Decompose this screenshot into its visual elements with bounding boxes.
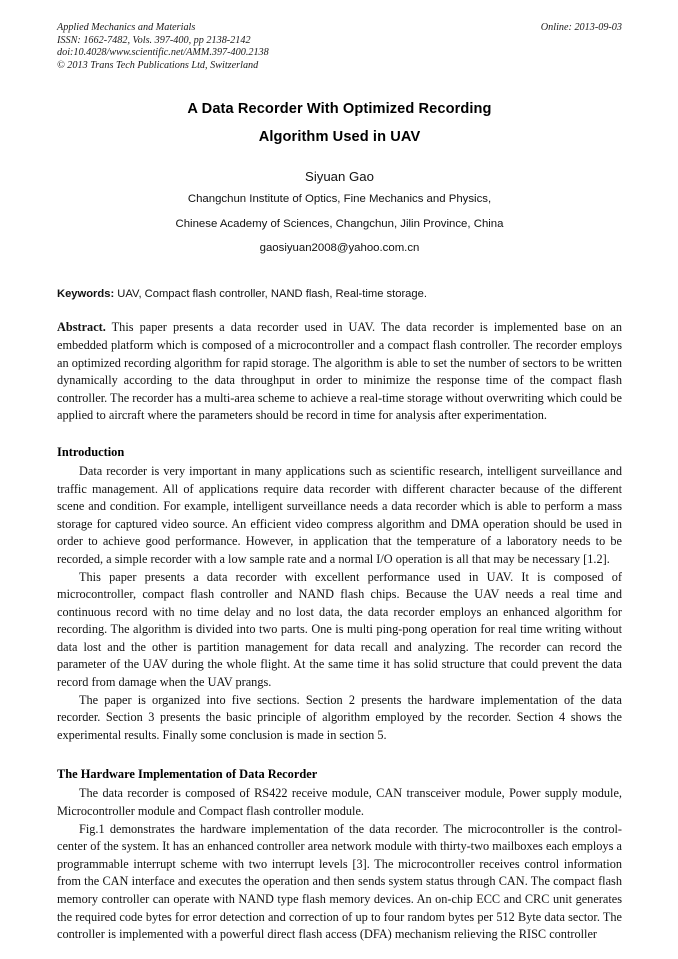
intro-paragraph-2: This paper presents a data recorder with excellent performance used in UAV. It is composed of microcontroller, compact flash controller and NAND flash chips. Because the UAV needs a real time and continuous record with no time delay and no lost data, the data recorder employs an enhanced algorithm for recording. The algorithm is divided into two parts. One is multi ping-pong operation for real time writing without data lost and the other is partition management for data recall and analyzing. The recorder can record the parameter of the UAV during the whole flight. At the same time it has solid structure that could prevent the data record from damage when the UAV prangs.: [57, 569, 622, 690]
intro-paragraph-3: The paper is organized into five sections. Section 2 presents the hardware implementation of the data recorder. Section 3 presents the basic principle of algorithm employed by the recorder. Section 4 shows the experimental results. Finally some conclusion is made in section 5.: [57, 692, 622, 742]
affiliation-line-1: Changchun Institute of Optics, Fine Mechanics and Physics,: [187, 193, 492, 206]
journal-name: Applied Mechanics and Materials: [57, 22, 196, 33]
abstract-text: This paper presents a data recorder used in UAV. The data recorder is implemented base on an embedded platform which is composed of a microcontroller and a compact flash controller. The recorder employs an optimized recording algorithm for rapid storage. The algorithm is able to set the number of sectors to be written dynamically according to the data throughput in order to minimize the response time of the compact flash controller. The recorder has a multi-area scheme to achieve a real-time storage without overwriting which could be applied to aircraft where the parameters should be record in time for analysis after experimentation.: [57, 320, 622, 423]
journal-header: [57, 22, 622, 72]
author-name: Siyuan Gao: [305, 169, 374, 185]
online-date: Online: 2013-09-03: [540, 22, 622, 33]
author-email: gaosiyuan2008@yahoo.com.cn: [259, 242, 420, 255]
section-heading-hardware: The Hardware Implementation of Data Recorder: [57, 767, 318, 782]
author-block: [57, 167, 622, 261]
keywords-line: [57, 287, 622, 302]
intro-paragraph-1: Data recorder is very important in many applications such as scientific research, intelligent surveillance and traffic management. All of applications require data recorder with different character because of the different scene and condition. For example, intelligent surveillance needs a data recorder which is able to perform a mass storage for captured video source. An efficient video compress algorithm and DMA operation should be used in order to achieve good performance. However, in application that the temperature of a laboratory needs to be recorded, a simple recorder with a low sample rate and a normal I/O operation is all that may be necessary [1.2].: [57, 463, 622, 566]
section-heading-introduction: Introduction: [57, 444, 125, 459]
page-title: [57, 95, 622, 151]
section-hardware-implementation: [57, 766, 622, 943]
abstract-label: Abstract.: [57, 320, 106, 335]
hardware-paragraph-2: Fig.1 demonstrates the hardware implementation of the data recorder. The microcontroller is the control-center of the system. It has an enhanced controller area network module with thirty-two mailboxes each employs a programmable interrupt scheme with two interrupt levels [3]. The microcontroller receives control information from the CAN interface and executes the operation and then sends system status through CAN. The compact flash memory controller can operate with NAND type flash memory devices. An on-chip ECC and CRC unit generates the required code bytes for error detection and correction of up to four random bytes per 512 Byte data sector. The controller is implemented with a powerful direct flash access (DFA) mechanism relieving the RISC controller: [57, 821, 622, 942]
title-line-1: A Data Recorder With Optimized Recording: [187, 101, 492, 118]
keywords-label: Keywords:: [57, 288, 115, 301]
affiliation-line-2: Chinese Academy of Sciences, Changchun, Jilin Province, China: [175, 217, 504, 230]
journal-doi: doi:10.4028/www.scientific.net/AMM.397-400.2138: [57, 47, 269, 59]
hardware-paragraph-1: The data recorder is composed of RS422 receive module, CAN transceiver module, Power supply module, Microcontroller module and Compact flash controller module.: [57, 786, 622, 819]
abstract-block: [57, 319, 622, 425]
journal-copyright: © 2013 Trans Tech Publications Ltd, Switzerland: [57, 59, 259, 71]
journal-issn: ISSN: 1662-7482, Vols. 397-400, pp 2138-2142: [57, 34, 251, 46]
title-line-2: Algorithm Used in UAV: [258, 129, 421, 146]
keywords-text: UAV, Compact flash controller, NAND flash, Real-time storage.: [114, 288, 427, 301]
section-introduction: [57, 444, 622, 745]
